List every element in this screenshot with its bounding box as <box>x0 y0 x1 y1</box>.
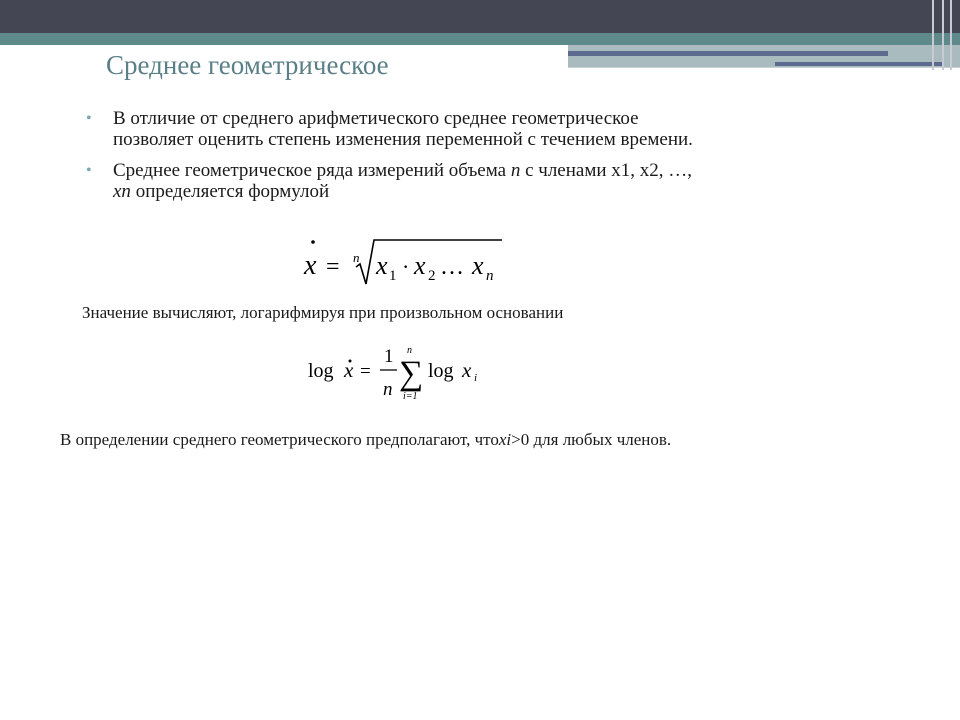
bullet-icon: • <box>86 162 92 179</box>
slide-title: Среднее геометрическое <box>106 50 389 80</box>
footer-text: В определении среднего геометрического предполагают, что <box>60 430 499 449</box>
variable-xi: xi <box>498 430 512 449</box>
footer-statement <box>60 430 671 450</box>
footer-text: >0 для любых членов. <box>511 430 672 449</box>
header-band-dark <box>0 0 960 33</box>
ellipsis: … <box>440 254 464 280</box>
bullet-list <box>86 108 866 212</box>
formula-equals: = <box>360 361 371 382</box>
geometric-mean-formula <box>296 232 516 292</box>
sum-lower-limit: i=1 <box>403 391 418 402</box>
decor-stripe <box>568 51 888 56</box>
root-index: n <box>353 250 360 265</box>
decor-vertical-lines <box>930 0 960 70</box>
dot-accent <box>311 240 315 244</box>
bullet-text: Среднее геометрическое ряда измерений объема <box>113 160 511 181</box>
bullet-text: В отличие от среднего арифметического среднее геометрическое <box>113 108 639 129</box>
log-formula <box>300 340 500 406</box>
formula-equals: = <box>326 254 340 280</box>
subscript: i <box>474 372 478 384</box>
formula-lhs: x <box>304 250 317 281</box>
bullet-text: с членами x1, x2, …, <box>520 160 693 181</box>
bullet-icon: • <box>86 110 92 127</box>
factor-x: x <box>414 251 426 280</box>
sum-upper-limit: n <box>407 345 412 356</box>
log-x: x <box>462 358 472 382</box>
fraction-numerator: 1 <box>384 346 394 367</box>
multiply-dot: · <box>402 254 410 279</box>
log-label: log <box>308 360 334 382</box>
bullet-text: позволяет оценить степень изменения переменной с течением времени. <box>113 129 693 150</box>
variable-n: n <box>510 160 521 181</box>
log-x: x <box>344 358 354 382</box>
decor-stripe <box>568 67 960 68</box>
sum-symbol: ∑ <box>399 355 424 392</box>
explanation-text: Значение вычисляют, логарифмируя при произвольном основании <box>82 303 564 322</box>
decor-stripe <box>775 62 943 66</box>
factor-x: x <box>376 251 388 280</box>
bullet-item <box>86 160 866 202</box>
subscript: 1 <box>389 268 397 284</box>
log-label: log <box>428 360 454 382</box>
factor-x: x <box>472 251 484 280</box>
bullet-item <box>86 108 866 150</box>
fraction-denominator: n <box>383 379 393 400</box>
header-band-teal <box>0 33 960 45</box>
variable-xn: xn <box>113 181 131 202</box>
subscript: n <box>486 268 494 284</box>
bullet-text: определяется формулой <box>130 181 330 202</box>
subscript: 2 <box>428 268 436 284</box>
